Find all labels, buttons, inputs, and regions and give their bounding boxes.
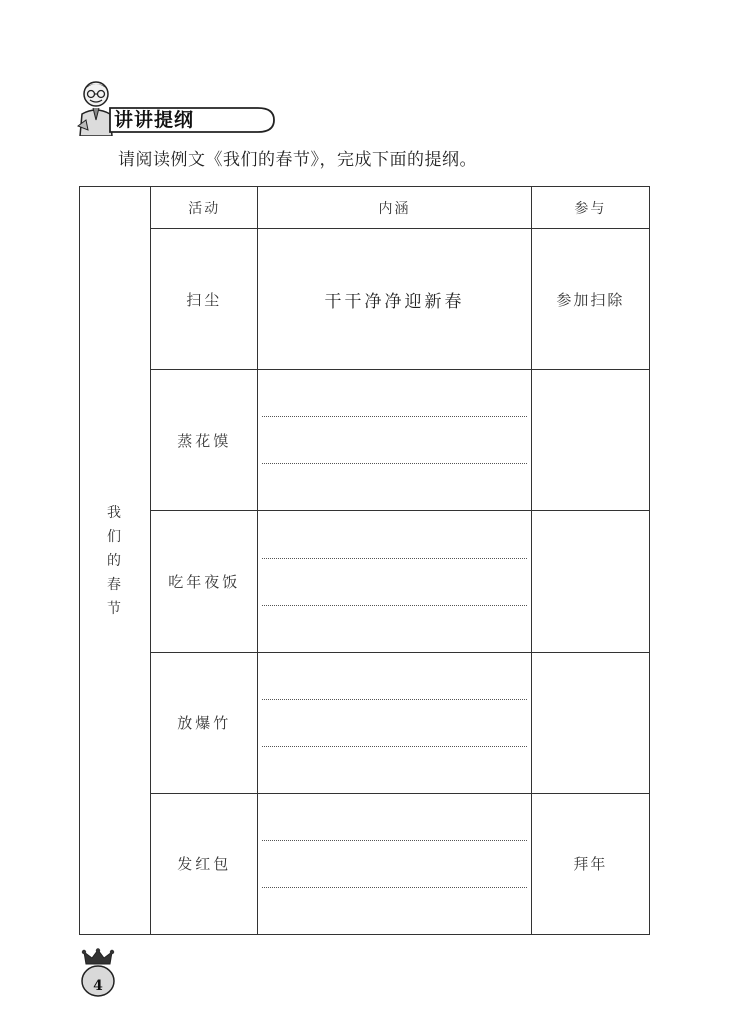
header-meaning: 内涵 xyxy=(258,187,531,229)
answer-line xyxy=(262,605,526,606)
answer-line xyxy=(262,746,526,747)
section-header xyxy=(76,80,276,140)
side-label-char: 的 xyxy=(107,552,124,569)
answer-line xyxy=(262,416,526,417)
outline-table xyxy=(79,186,650,935)
answer-line xyxy=(262,887,526,888)
table-row xyxy=(80,652,650,793)
meaning-answer-cell[interactable] xyxy=(258,370,531,511)
side-label-char: 春 xyxy=(107,576,124,593)
table-header-row xyxy=(80,187,650,229)
activity-cell: 扫尘 xyxy=(151,229,258,370)
activity-cell: 发红包 xyxy=(151,793,258,934)
meaning-cell: 干干净净迎新春 xyxy=(258,229,531,370)
activity-cell: 放爆竹 xyxy=(151,652,258,793)
table-row xyxy=(80,370,650,511)
section-title: 讲讲提纲 xyxy=(114,109,195,131)
side-label-char: 我 xyxy=(107,504,124,521)
participation-answer-cell[interactable] xyxy=(531,652,649,793)
activity-cell: 吃年夜饭 xyxy=(151,511,258,652)
participation-answer-cell[interactable] xyxy=(531,511,649,652)
activity-cell: 蒸花馍 xyxy=(151,370,258,511)
participation-answer-cell[interactable] xyxy=(531,370,649,511)
answer-line xyxy=(262,463,526,464)
table-row xyxy=(80,511,650,652)
answer-line xyxy=(262,558,526,559)
meaning-answer-cell[interactable] xyxy=(258,793,531,934)
header-activity: 活动 xyxy=(151,187,258,229)
side-label-cell xyxy=(80,187,151,935)
answer-line xyxy=(262,840,526,841)
meaning-answer-cell[interactable] xyxy=(258,652,531,793)
participation-cell: 参加扫除 xyxy=(531,229,649,370)
meaning-answer-cell[interactable] xyxy=(258,511,531,652)
side-label-char: 节 xyxy=(107,600,124,617)
participation-cell: 拜年 xyxy=(531,793,649,934)
page-number: 4 xyxy=(93,978,103,994)
header-participation: 参与 xyxy=(531,187,649,229)
answer-line xyxy=(262,699,526,700)
side-label-char: 们 xyxy=(107,528,124,545)
table-row xyxy=(80,793,650,934)
table-row xyxy=(80,229,650,370)
instruction-text: 请阅读例文《我们的春节》，完成下面的提纲。 xyxy=(118,150,477,170)
